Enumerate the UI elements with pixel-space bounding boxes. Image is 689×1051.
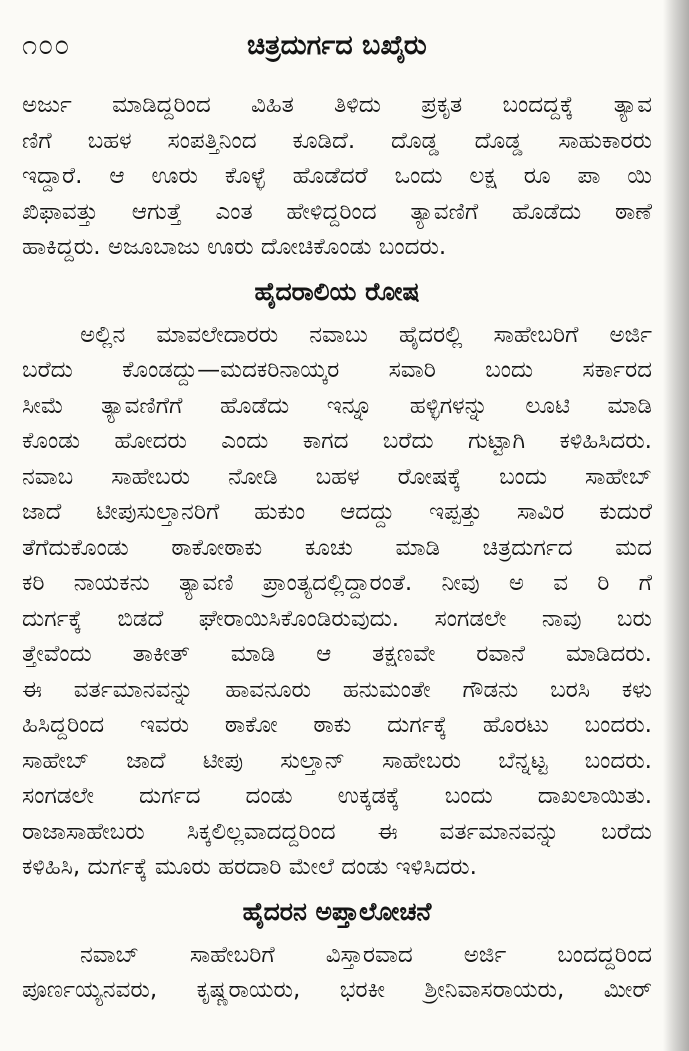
paragraph <box>22 938 652 1009</box>
text-line: ಸೀಮೆ ತ್ಯಾವಣಿಗೆಗೆ ಹೊಡೆದು ಇನ್ನೂ ಹಳ್ಳಿಗಳನ್ನು ಲೂಟಿ ಮಾಡಿ <box>22 392 652 419</box>
text-line: ಅಲ್ಲಿನ ಮಾವಲೇದಾರರು ನವಾಬು ಹೈದರಲ್ಲಿ ಸಾಹೇಬರಿಗೆ ಅರ್ಜಿ <box>80 321 652 348</box>
text-line: ಇದ್ದಾರೆ. ಆ ಊರು ಕೊಳ್ಳೆ ಹೊಡೆದರೆ ಒಂದು ಲಕ್ಷ ರೂ ಪಾ ಯಿ <box>22 163 652 189</box>
text-line: ಅರ್ಜು ಮಾಡಿದ್ದರಿಂದ ವಿಹಿತ ತಿಳಿದು ಪ್ರಕೃತ ಬಂದದ್ದಕ್ಕೆ ತ್ಯಾವ <box>22 92 652 118</box>
text-line: ಸಾಹೇಬ್ ಜಾದೆ ಟೀಪು ಸುಲ್ತಾನ್ ಸಾಹೇಬರು ಬೆನ್ನಟ್ಟ ಬಂದರು. <box>22 747 652 774</box>
page-gutter-shadow <box>663 0 689 1051</box>
text-line: ಹಿಸಿದ್ದರಿಂದ ಇವರು ಠಾಕೋ ಠಾಕು ದುರ್ಗಕ್ಕೆ ಹೊರಟು ಬಂದರು. <box>22 712 652 738</box>
section-heading: ಹೈದರನ ಅಪ್ತಾಲೋಚನೆ <box>242 896 432 926</box>
text-line: ಕೊಂಡು ಹೋದರು ಎಂದು ಕಾಗದ ಬರೆದು ಗುಟ್ಟಾಗಿ ಕಳಿಹಿಸಿದರು. <box>22 428 652 454</box>
text-line: ಕಳಿಹಿಸಿ, ದುರ್ಗಕ್ಕೆ ಮೂರು ಹರದಾರಿ ಮೇಲೆ ದಂಡು ಇಳಿಸಿದರು. <box>22 854 477 880</box>
section-heading: ಹೈದರಾಲಿಯ ರೋಷ <box>254 276 420 306</box>
running-header <box>22 28 652 68</box>
text-line: ಬರೆದು ಕೊಂಡದ್ದು—ಮದಕರಿನಾಯ್ಕರ ಸವಾರಿ ಬಂದು ಸರ್ಕಾರದ <box>22 357 652 383</box>
text-line: ಸಂಗಡಲೇ ದುರ್ಗದ ದಂಡು ಉಕ್ಕಡಕ್ಕೆ ಬಂದು ದಾಖಲಾಯಿತು. <box>22 783 652 809</box>
text-line: ಜಾದೆ ಟೀಪುಸುಲ್ತಾನರಿಗೆ ಹುಕುಂ ಆದದ್ದು ಇಪ್ಪತ್ತು ಸಾವಿರ ಕುದುರೆ <box>22 499 652 525</box>
text-line: ಣಿಗೆ ಬಹಳ ಸಂಪತ್ತಿನಿಂದ ಕೂಡಿದೆ. ದೊಡ್ಡ ದೊಡ್ಡ ಸಾಹುಕಾರರು <box>22 127 652 154</box>
running-title: ಚಿತ್ರದುರ್ಗದ ಬಖೈರು <box>247 30 427 61</box>
text-line: ತ್ತೇವೆಂದು ತಾಕೀತ್ ಮಾಡಿ ಆ ತಕ್ಷಣವೇ ರವಾನೆ ಮಾಡಿದರು. <box>22 641 652 667</box>
text-line: ಹಾಕಿದ್ದರು. ಅಜೂಬಾಜು ಊರು ದೋಚಿಕೊಂಡು ಬಂದರು. <box>22 234 447 260</box>
body-text <box>22 88 652 1009</box>
text-line: ರಾಜಾಸಾಹೇಬರು ಸಿಕ್ಕಲಿಲ್ಲವಾದದ್ದರಿಂದ ಈ ವರ್ತಮಾನವನ್ನು ಬರೆದು <box>22 818 652 845</box>
text-line: ಕರಿ ನಾಯಕನು ತ್ಯಾವಣಿ ಪ್ರಾಂತ್ಯದಲ್ಲಿದ್ದಾರಂತೆ. ನೀವು ಅ ವ ರಿ ಗೆ <box>22 570 652 596</box>
paragraph <box>22 318 652 886</box>
text-line: ಈ ವರ್ತಮಾನವನ್ನು ಹಾವನೂರು ಹನುಮಂತೇ ಗೌಡನು ಬರಸಿ ಕಳು <box>22 676 652 703</box>
text-line: ದುರ್ಗಕ್ಕೆ ಬಿಡದೆ ಘೇರಾಯಿಸಿಕೊಂಡಿರುವುದು. ಸಂಗಡಲೇ ನಾವು ಬರು <box>22 605 652 632</box>
page-number: ೧೦೦ <box>22 30 71 61</box>
text-line: ಪೂರ್ಣಯ್ಯನವರು, ಕೃಷ್ಣರಾಯರು, ಭರಕೀ ಶ್ರೀನಿವಾಸರಾಯರು, ಮೀರ್ <box>22 977 652 1003</box>
text-line: ನವಾಬ್ ಸಾಹೇಬರಿಗೆ ವಿಸ್ತಾರವಾದ ಅರ್ಜಿ ಬಂದದ್ದರಿಂದ <box>80 941 652 968</box>
text-line: ತೆಗೆದುಕೊಂಡು ಠಾಕೋಠಾಕು ಕೂಚು ಮಾಡಿ ಚಿತ್ರದುರ್ಗದ ಮದ <box>22 534 652 561</box>
paragraph <box>22 88 652 266</box>
text-line: ನವಾಬ ಸಾಹೇಬರು ನೋಡಿ ಬಹಳ ರೋಷಕ್ಕೆ ಬಂದು ಸಾಹೇಬ್ <box>22 463 652 490</box>
text-line: ಖಿಫಾವತ್ತು ಆಗುತ್ತೆ ಎಂತ ಹೇಳಿದ್ದರಿಂದ ತ್ಯಾವಣಿಗೆ ಹೊಡೆದು ಠಾಣೆ <box>22 198 652 225</box>
